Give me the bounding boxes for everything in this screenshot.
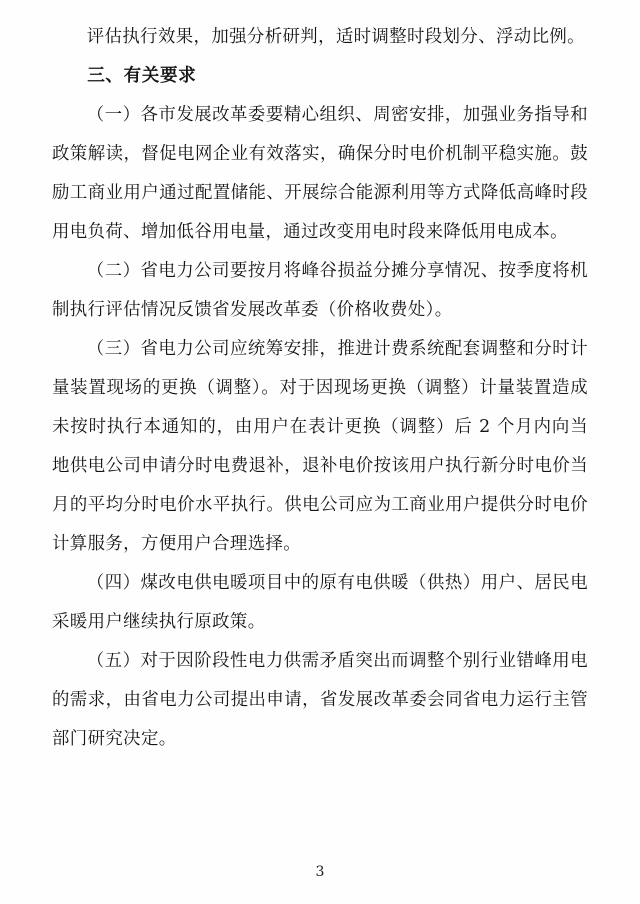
page-number: 3 bbox=[315, 864, 325, 880]
paragraph-continued: 评估执行效果，加强分析研判，适时调整时段划分、浮动比例。 bbox=[86, 27, 585, 47]
document-body bbox=[52, 18, 588, 759]
paragraph-item-4: （四）煤改电供电暖项目中的原有电供暖（供热）用户、居民电采暖用户继续执行原政策。 bbox=[52, 573, 588, 632]
paragraph-item-5: （五）对于因阶段性电力供需矛盾突出而调整个别行业错峰用电的需求，由省电力公司提出申请，省发展改革委会同省电力运行主管部门研究决定。 bbox=[52, 651, 588, 749]
section-heading: 三、有关要求 bbox=[87, 66, 197, 86]
paragraph-item-3: （三）省电力公司应统筹安排，推进计费系统配套调整和分时计量装置现场的更换（调整）。对于因现场更换（调整）计量装置造成未按时执行本通知的，由用户在表计更换（调整）后 2 个月内向当地供电公司申请分时电费退补，退补电价按该用户执行新分时电价当月的平均分时电价水平执行。供电公司应为工商业用户提供分时电价计算服务，方便用户合理选择。 bbox=[52, 339, 588, 554]
paragraph-item-1: （一）各市发展改革委要精心组织、周密安排，加强业务指导和政策解读，督促电网企业有效落实，确保分时电价机制平稳实施。鼓励工商业用户通过配置储能、开展综合能源利用等方式降低高峰时段用电负荷、增加低谷用电量，通过改变用电时段来降低用电成本。 bbox=[52, 105, 588, 242]
paragraph-item-2: （二）省电力公司要按月将峰谷损益分摊分享情况、按季度将机制执行评估情况反馈省发展改革委（价格收费处）。 bbox=[52, 261, 588, 320]
